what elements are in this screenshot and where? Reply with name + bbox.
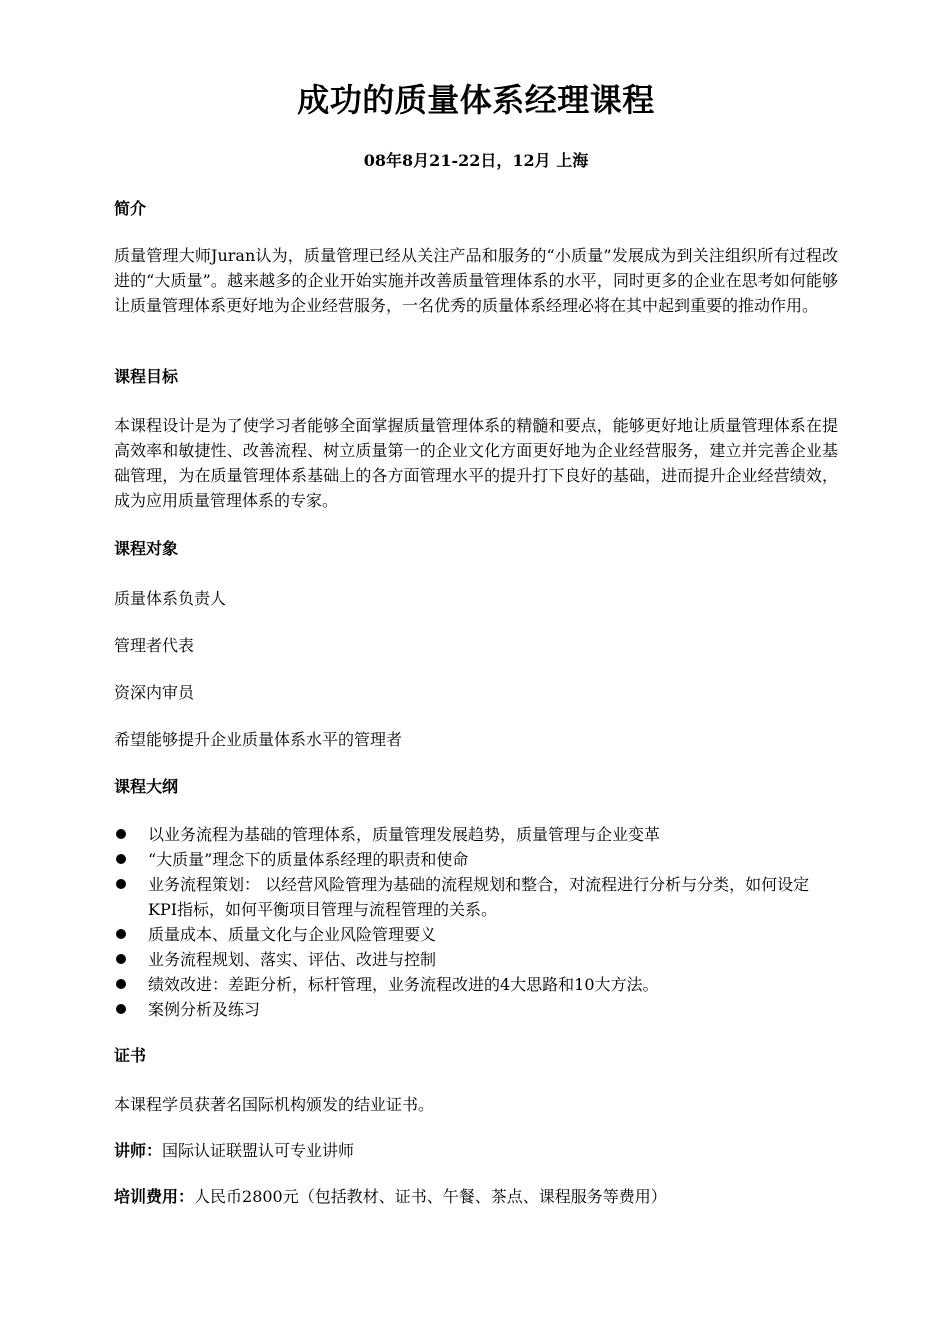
- lecturer-label: 讲师：: [114, 1141, 163, 1160]
- outline-item: 质量成本、质量文化与企业风险管理要义: [114, 922, 838, 947]
- intro-paragraph: 质量管理大师Juran认为，质量管理已经从关注产品和服务的“小质量”发展成为到关注组织所有过程改进的“大质量”。越来越多的企业开始实施并改善质量管理体系的水平，同时更多的企业在思考如何能够让质量管理体系更好地为企业经营服务，一名优秀的质量体系经理必将在其中起到重要的推动作用。: [114, 246, 838, 315]
- outline-item: 业务流程策划： 以经营风险管理为基础的流程规划和整合，对流程进行分析与分类，如何设定KPI指标，如何平衡项目管理与流程管理的关系。: [114, 872, 838, 922]
- outline-item: “大质量”理念下的质量体系经理的职责和使命: [114, 847, 838, 872]
- outline-heading: 课程大纲: [114, 777, 179, 796]
- outline-item: 以业务流程为基础的管理体系，质量管理发展趋势，质量管理与企业变革: [114, 822, 838, 847]
- certificate-text: 本课程学员获著名国际机构颁发的结业证书。: [114, 1095, 435, 1114]
- bullet-icon: [116, 854, 126, 864]
- course-date-location: 08年8月21-22日，12月 上海: [363, 151, 589, 170]
- outline-item: 案例分析及练习: [114, 997, 838, 1022]
- goals-paragraph: 本课程设计是为了使学习者能够全面掌握质量管理体系的精髓和要点，能够更好地让质量管理体系在提高效率和敏捷性、改善流程、树立质量第一的企业文化方面更好地为企业经营服务，建立并完善企业基础管理，为在质量管理体系基础上的各方面管理水平的提升打下良好的基础，进而提升企业经营绩效，成为应用质量管理体系的专家。: [114, 416, 838, 510]
- page-title: 成功的质量体系经理课程: [297, 81, 655, 119]
- bullet-icon: [116, 954, 126, 964]
- fee-label: 培训费用：: [114, 1187, 195, 1206]
- goals-heading: 课程目标: [114, 367, 179, 386]
- audience-item: 资深内审员: [114, 683, 195, 702]
- lecturer-row: [114, 1140, 354, 1162]
- intro-heading: 简介: [114, 199, 147, 218]
- audience-heading: 课程对象: [114, 539, 179, 558]
- fee-value: 人民币2800元（包括教材、证书、午餐、茶点、课程服务等费用）: [194, 1187, 667, 1206]
- bullet-icon: [116, 829, 126, 839]
- outline-item: 业务流程规划、落实、评估、改进与控制: [114, 947, 838, 972]
- bullet-icon: [116, 1004, 126, 1014]
- bullet-icon: [116, 929, 126, 939]
- lecturer-value: 国际认证联盟认可专业讲师: [162, 1141, 355, 1160]
- audience-item: 希望能够提升企业质量体系水平的管理者: [114, 730, 403, 749]
- certificate-heading: 证书: [114, 1046, 147, 1065]
- outline-list: [114, 822, 838, 1022]
- audience-item: 管理者代表: [114, 636, 195, 655]
- outline-item: 绩效改进：差距分析，标杆管理，业务流程改进的4大思路和10大方法。: [114, 972, 838, 997]
- bullet-icon: [116, 879, 126, 889]
- audience-item: 质量体系负责人: [114, 589, 227, 608]
- bullet-icon: [116, 979, 126, 989]
- fee-row: [114, 1186, 667, 1208]
